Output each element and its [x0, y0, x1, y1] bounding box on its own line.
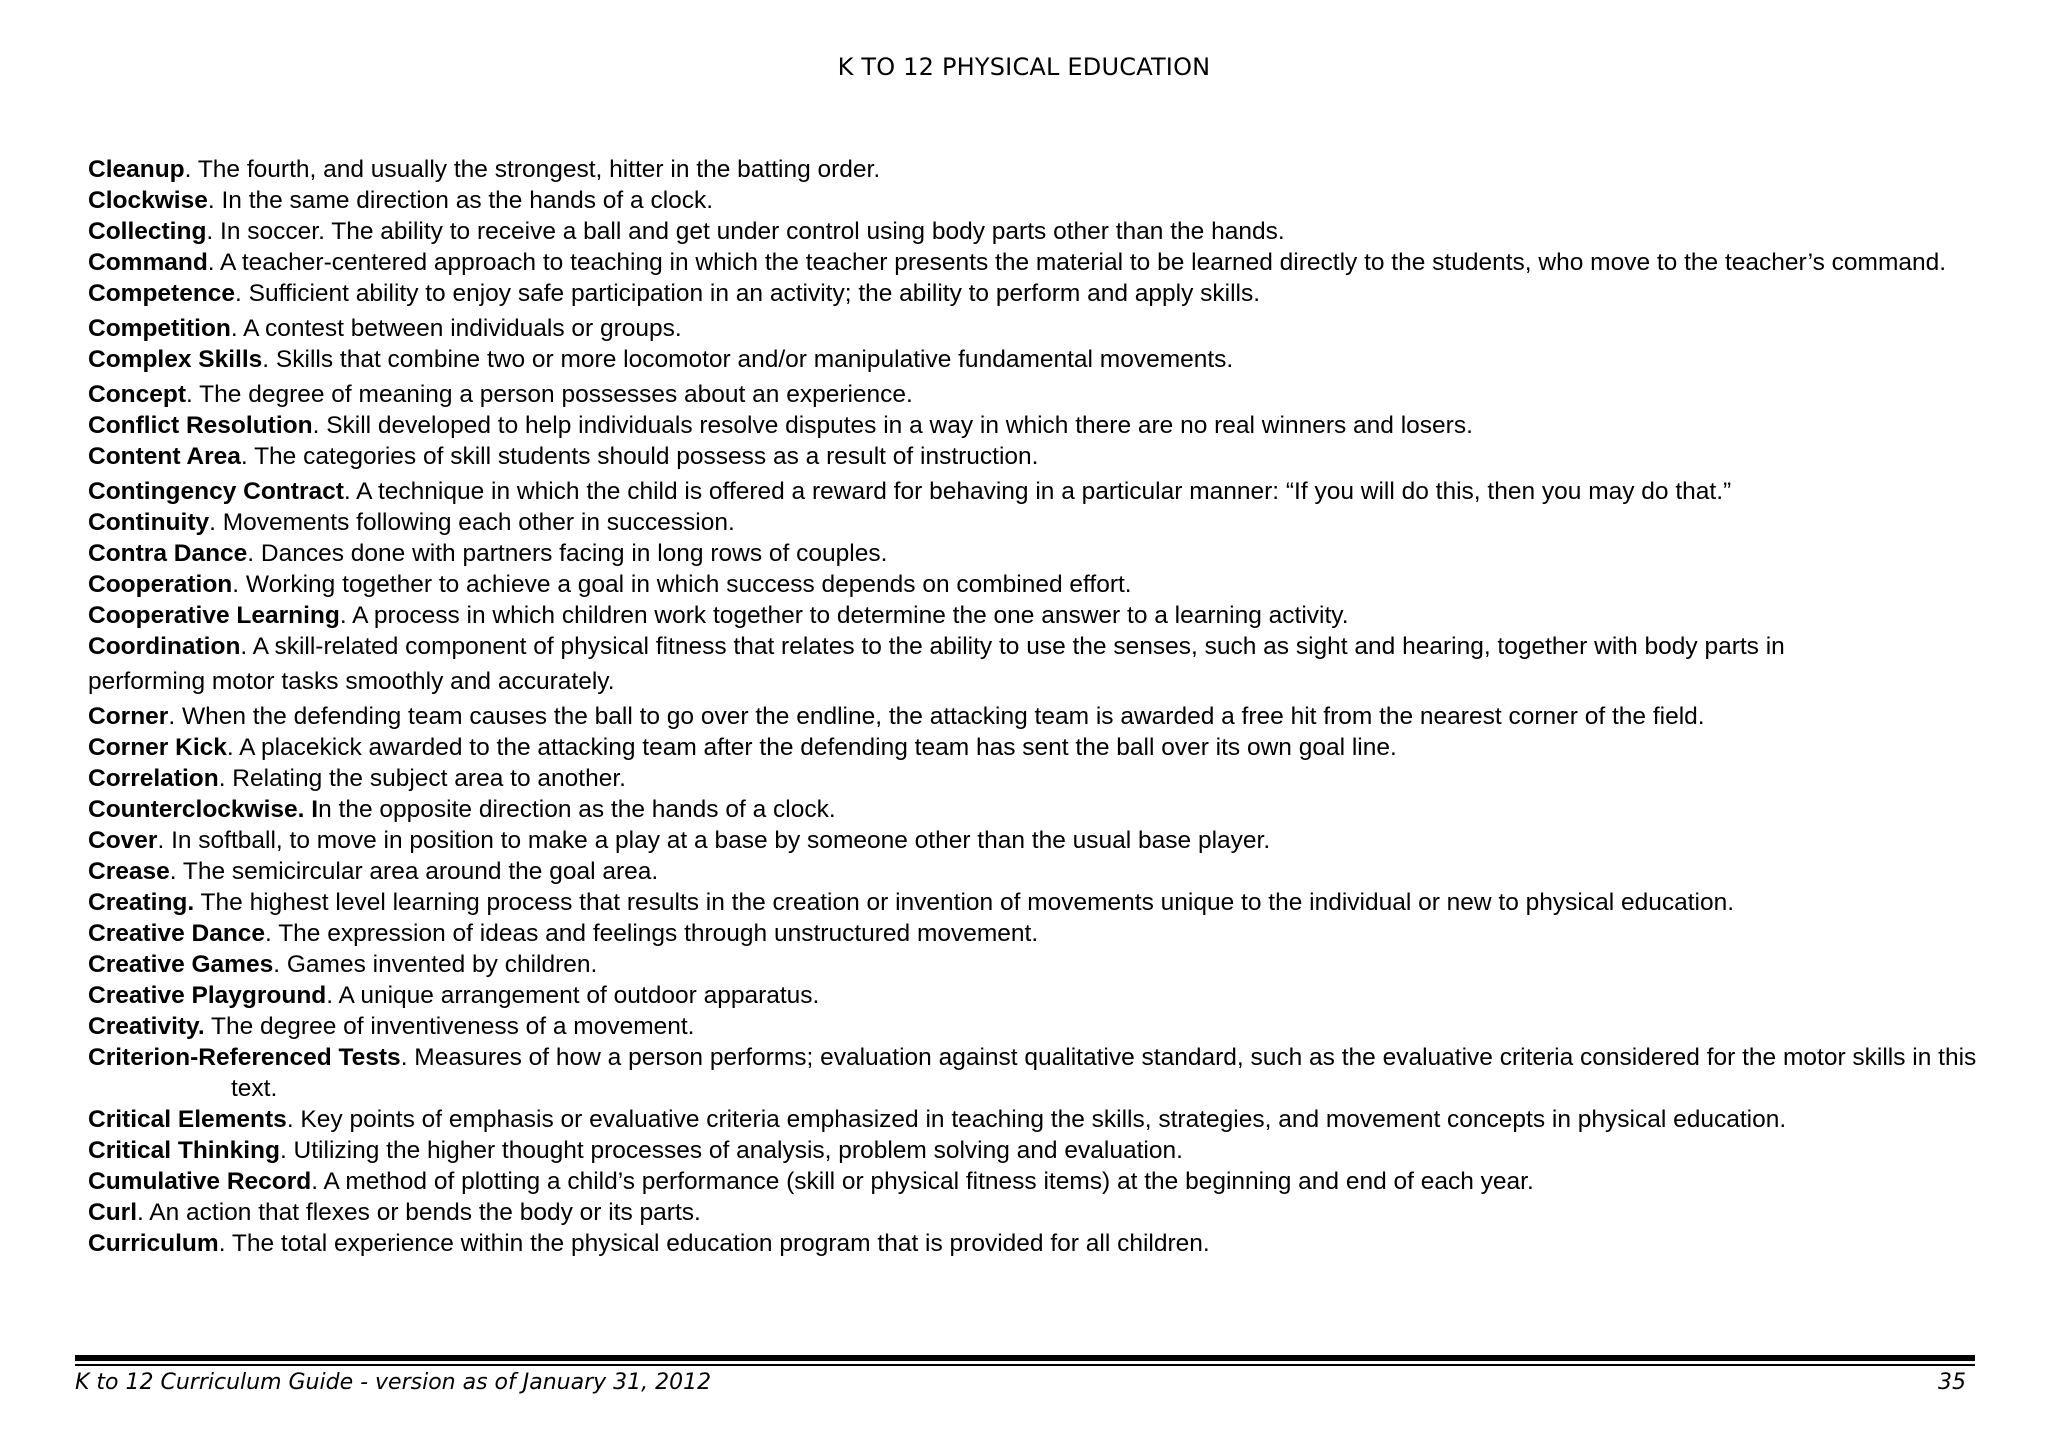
glossary-term: Continuity	[88, 509, 210, 536]
glossary-definition: . A placekick awarded to the attacking team after the defending team has sent the ball over its own goal line.	[226, 734, 1397, 761]
glossary-entry-complex-skills	[88, 344, 1988, 375]
glossary-entry-content-area	[88, 441, 1988, 472]
glossary-definition: . A unique arrangement of outdoor apparatus.	[326, 982, 820, 1009]
glossary-entry-crease	[88, 856, 1988, 887]
glossary-entry-counterclockwise	[88, 794, 1988, 825]
glossary-entry-continuity	[88, 507, 1988, 538]
glossary-definition: . Movements following each other in succession.	[209, 509, 735, 536]
glossary-definition: . A method of plotting a child’s performance (skill or physical fitness items) at the beginning and end of each year.	[311, 1168, 1534, 1195]
glossary-definition: . Utilizing the higher thought processes of analysis, problem solving and evaluation.	[279, 1137, 1183, 1164]
glossary-term: Corner	[88, 703, 169, 730]
glossary-entry-cooperation	[88, 569, 1988, 600]
glossary-term: Correlation	[88, 765, 219, 792]
page-header: K TO 12 PHYSICAL EDUCATION	[837, 53, 1211, 81]
glossary-entry-creative-playground	[88, 980, 1988, 1011]
glossary-entry-critical-elements	[88, 1104, 1988, 1135]
glossary-term: Curriculum	[88, 1230, 219, 1257]
glossary-definition: . The categories of skill students should possess as a result of instruction.	[240, 443, 1039, 470]
glossary-term: Conflict Resolution	[88, 412, 313, 439]
glossary-definition: . When the defending team causes the ball to go over the endline, the attacking team is awarded a free hit from the nearest corner of the field.	[168, 703, 1705, 730]
glossary-definition: . The semicircular area around the goal area.	[169, 858, 659, 885]
glossary-term: Crease	[88, 858, 170, 885]
glossary-term: Corner Kick	[88, 734, 227, 761]
glossary-list	[88, 154, 1988, 1259]
glossary-term: Creative Dance	[88, 920, 266, 947]
glossary-definition: . Measures of how a person performs; evaluation against qualitative standard, such as the evaluative criteria considered for the motor skills in this text.	[231, 1044, 1977, 1102]
glossary-definition: . Key points of emphasis or evaluative criteria emphasized in teaching the skills, strategies, and movement concepts in physical education.	[286, 1106, 1787, 1133]
glossary-definition: . Sufficient ability to enjoy safe participation in an activity; the ability to perform and apply skills.	[235, 280, 1261, 307]
glossary-term: Contingency Contract	[88, 478, 344, 505]
glossary-definition: . The degree of meaning a person possesses about an experience.	[186, 381, 913, 408]
glossary-entry-correlation	[88, 763, 1988, 794]
glossary-definition-continued: performing motor tasks smoothly and accurately.	[88, 668, 615, 695]
glossary-term: Creative Games	[88, 951, 274, 978]
glossary-entry-curriculum	[88, 1228, 1988, 1259]
glossary-entry-critical-thinking	[88, 1135, 1988, 1166]
glossary-term: Cumulative Record	[88, 1168, 312, 1195]
glossary-entry-creative-games	[88, 949, 1988, 980]
glossary-definition: . The total experience within the physical education program that is provided for all children.	[218, 1230, 1210, 1257]
glossary-entry-concept	[88, 379, 1988, 410]
glossary-definition: . Dances done with partners facing in long rows of couples.	[247, 540, 888, 567]
glossary-term: Criterion-Referenced Tests	[88, 1044, 401, 1071]
glossary-definition: . A contest between individuals or groups.	[230, 315, 682, 342]
glossary-term: Counterclockwise. I	[88, 796, 319, 823]
glossary-term: Contra Dance	[88, 540, 248, 567]
glossary-entry-cumulative-record	[88, 1166, 1988, 1197]
glossary-entry-curl	[88, 1197, 1988, 1228]
glossary-entry-creativity	[88, 1011, 1988, 1042]
glossary-term: Curl	[88, 1199, 137, 1226]
glossary-definition: . Games invented by children.	[273, 951, 598, 978]
glossary-definition: . In softball, to move in position to make a play at a base by someone other than the usual base player.	[157, 827, 1271, 854]
glossary-entry-command	[88, 247, 1988, 278]
glossary-entry-competence	[88, 278, 1988, 309]
glossary-entry-criterion-referenced-tests	[88, 1042, 1988, 1104]
glossary-term: Coordination	[88, 633, 241, 660]
glossary-entry-creating	[88, 887, 1988, 918]
glossary-term: Concept	[88, 381, 186, 408]
glossary-definition: . Relating the subject area to another.	[218, 765, 626, 792]
glossary-definition: . An action that flexes or bends the body or its parts.	[137, 1199, 701, 1226]
glossary-definition: . A teacher-centered approach to teaching in which the teacher presents the material to be learned directly to the students, who move to the teacher’s command.	[207, 249, 1947, 276]
glossary-definition: . In soccer. The ability to receive a ball and get under control using body parts other than the hands.	[206, 218, 1285, 245]
glossary-term: Critical Elements	[88, 1106, 287, 1133]
glossary-definition: . Working together to achieve a goal in which success depends on combined effort.	[232, 571, 1132, 598]
glossary-entry-cooperative-learning	[88, 600, 1988, 631]
glossary-term: Cover	[88, 827, 158, 854]
glossary-term: Critical Thinking	[88, 1137, 280, 1164]
glossary-entry-conflict-resolution	[88, 410, 1988, 441]
glossary-entry-clockwise	[88, 185, 1988, 216]
glossary-term: Collecting	[88, 218, 207, 245]
glossary-term: Cooperative Learning	[88, 602, 340, 629]
glossary-term: Command	[88, 249, 208, 276]
glossary-entry-coordination	[88, 631, 1988, 697]
glossary-term: Competition	[88, 315, 231, 342]
glossary-entry-competition	[88, 313, 1988, 344]
glossary-entry-cover	[88, 825, 1988, 856]
glossary-definition: . Skills that combine two or more locomotor and/or manipulative fundamental movements.	[262, 346, 1234, 373]
glossary-definition: n the opposite direction as the hands of a clock.	[318, 796, 836, 823]
glossary-entry-cleanup	[88, 154, 1988, 185]
glossary-definition: . A technique in which the child is offered a reward for behaving in a particular manner: “If you will do this, then you may do that.”	[343, 478, 1732, 505]
glossary-term: Creative Playground	[88, 982, 327, 1009]
glossary-definition: . A process in which children work together to determine the one answer to a learning activity.	[339, 602, 1349, 629]
glossary-entry-corner-kick	[88, 732, 1988, 763]
glossary-term: Clockwise	[88, 187, 208, 214]
glossary-entry-corner	[88, 701, 1988, 732]
page-number: 35	[1938, 1370, 1966, 1395]
glossary-entry-creative-dance	[88, 918, 1988, 949]
glossary-term: Complex Skills	[88, 346, 263, 373]
glossary-term: Cooperation	[88, 571, 233, 598]
glossary-definition: . In the same direction as the hands of a clock.	[207, 187, 714, 214]
glossary-term: Content Area	[88, 443, 241, 470]
glossary-term: Cleanup	[88, 156, 185, 183]
glossary-definition: . Skill developed to help individuals resolve disputes in a way in which there are no real winners and losers.	[312, 412, 1473, 439]
glossary-definition: . The fourth, and usually the strongest, hitter in the batting order.	[184, 156, 881, 183]
glossary-definition: . A skill-related component of physical fitness that relates to the ability to use the senses, such as sight and hearing, together with body parts in	[240, 633, 1785, 660]
glossary-entry-contra-dance	[88, 538, 1988, 569]
footer-document-version: K to 12 Curriculum Guide - version as of January 31, 2012	[75, 1370, 712, 1395]
footer-divider-thin	[75, 1364, 1975, 1366]
glossary-definition: The degree of inventiveness of a movement.	[204, 1013, 695, 1040]
glossary-term: Competence	[88, 280, 236, 307]
footer-divider-thick	[75, 1355, 1975, 1361]
glossary-definition: The highest level learning process that results in the creation or invention of movements unique to the individual or new to physical education.	[194, 889, 1735, 916]
glossary-term: Creativity.	[88, 1013, 205, 1040]
glossary-entry-collecting	[88, 216, 1988, 247]
glossary-term: Creating.	[88, 889, 195, 916]
glossary-entry-contingency-contract	[88, 476, 1988, 507]
glossary-definition: . The expression of ideas and feelings through unstructured movement.	[265, 920, 1039, 947]
